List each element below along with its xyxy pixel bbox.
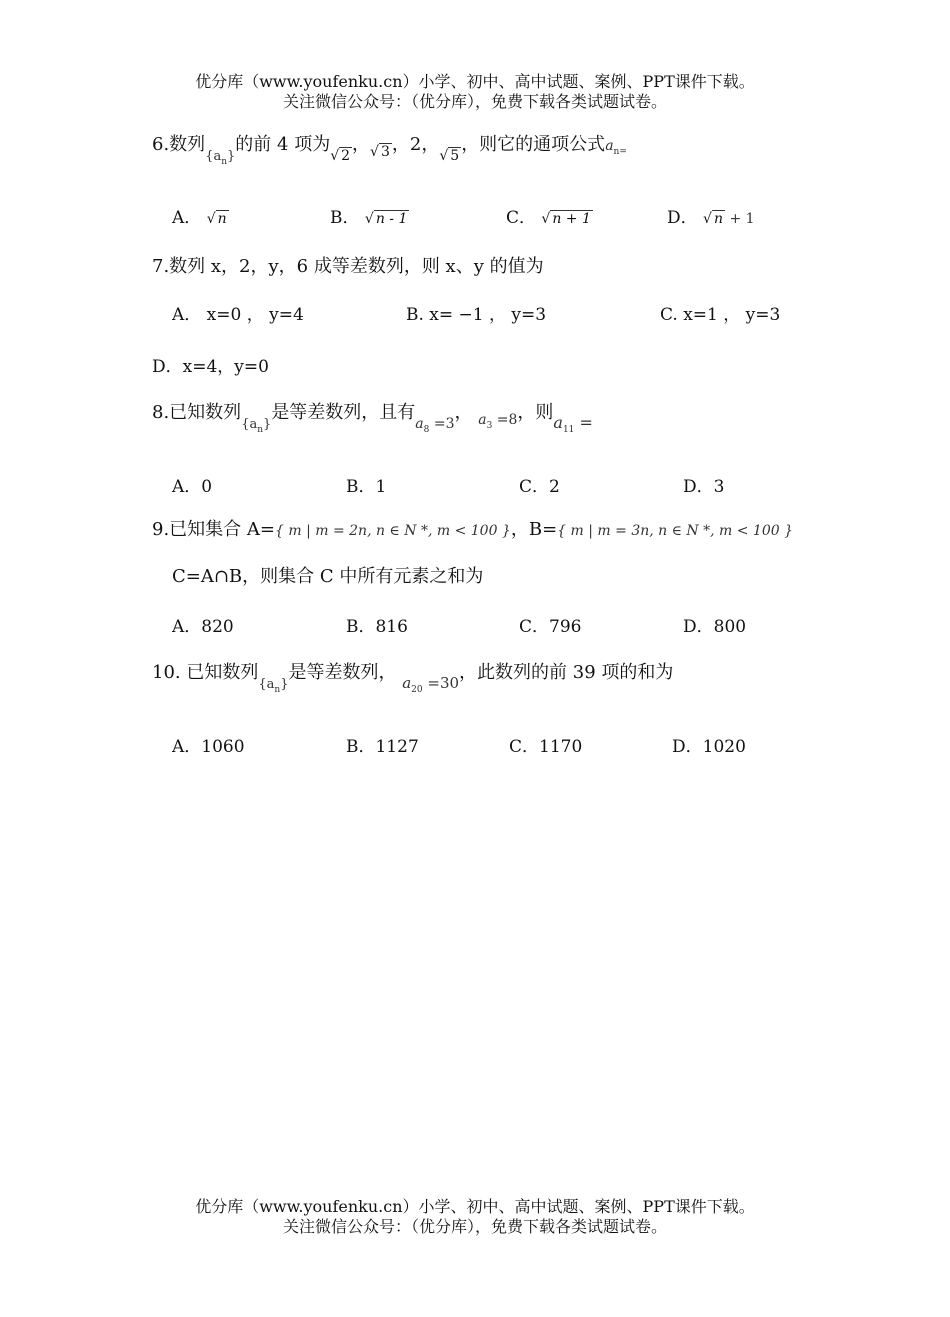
question-9-line-2: C=A∩B，则集合 C 中所有元素之和为 bbox=[172, 566, 484, 587]
q8-option-d: D．3 bbox=[683, 477, 725, 497]
q8-option-b: B．1 bbox=[346, 477, 387, 497]
set-a: { m | m = 2n, n ∈ N *, m < 100 } bbox=[274, 523, 511, 539]
sqrt-n-plus-one-outside: √ n + 1 bbox=[703, 211, 755, 227]
sqrt-n-plus-1: √ n + 1 bbox=[541, 211, 591, 227]
sqrt-n-minus-1: √ n - 1 bbox=[364, 211, 408, 227]
header-line-1: 优分库（www.youfenku.cn）小学、初中、高中试题、案例、PPT课件下载。 bbox=[195, 72, 755, 91]
q7-option-c: C. x=1 ， y=3 bbox=[660, 305, 781, 325]
question-7-stem: 7.数列 x，2，y，6 成等差数列，则 x、y 的值为 bbox=[152, 256, 544, 277]
a3-equation: a3 =8 bbox=[478, 412, 518, 431]
q6-option-b: B． √ n - 1 bbox=[330, 208, 408, 228]
q8-option-c: C．2 bbox=[519, 477, 560, 497]
sequence-an: {an} bbox=[205, 149, 236, 167]
q6-option-a: A． √ n bbox=[172, 208, 227, 228]
set-b: { m | m = 3n, n ∈ N *, m < 100 } bbox=[557, 523, 794, 539]
question-9-stem: 9.已知集合 A={ m | m = 2n, n ∈ N *, m < 100 }，B={ m | m = 3n, n ∈ N *, m < 100 } bbox=[152, 519, 794, 540]
q9-option-d: D．800 bbox=[683, 617, 747, 637]
q9-option-c: C．796 bbox=[519, 617, 582, 637]
q8-option-a: A．0 bbox=[172, 477, 213, 497]
footer-line-1: 优分库（www.youfenku.cn）小学、初中、高中试题、案例、PPT课件下载。 bbox=[195, 1197, 755, 1216]
q7-option-b: B. x= −1 ， y=3 bbox=[406, 305, 547, 325]
a20-equation: a20 =30 bbox=[402, 674, 460, 695]
general-term: $a_{n=}$ bbox=[605, 138, 627, 157]
q9-option-a: A．820 bbox=[172, 617, 234, 637]
footer-line-2: 关注微信公众号：（优分库），免费下载各类试题试卷。 bbox=[282, 1217, 667, 1236]
q10-option-c: C．1170 bbox=[509, 737, 583, 757]
sqrt-2: √ 2 bbox=[330, 148, 351, 164]
q7-option-a: A． x=0 ， y=4 bbox=[172, 305, 304, 325]
question-6-stem: 6.数列$_{\{a_n\}}$的前 4 项为√ 2，√ 3 ，2，√ 5，则它的通项公式$a_{n=}$ bbox=[152, 134, 627, 167]
q10-option-d: D．1020 bbox=[672, 737, 746, 757]
q7-option-d: D．x=4，y=0 bbox=[152, 357, 269, 377]
a8-equation: a8 =3 bbox=[415, 416, 455, 435]
q9-option-b: B．816 bbox=[346, 617, 408, 637]
q6-option-c: C． √ n + 1 bbox=[506, 208, 591, 228]
sequence-an: {an} bbox=[241, 417, 272, 435]
q10-option-a: A．1060 bbox=[172, 737, 245, 757]
q6-option-d: D． √ n + 1 bbox=[667, 208, 755, 228]
question-10-stem: 10. 已知数列$_{\{a_n\}}$是等差数列， $_{a_{20} =30}$，此数列的前 39 项的和为 bbox=[152, 662, 674, 695]
sqrt-5: √ 5 bbox=[439, 148, 460, 164]
sequence-an: {an} bbox=[258, 677, 289, 695]
q10-option-b: B．1127 bbox=[346, 737, 419, 757]
question-8-stem: 8.已知数列$_{\{a_n\}}$是等差数列，且有$_{a_8 =3}$， $_{a_3 =8}$，则$a_{11}$ = bbox=[152, 402, 593, 435]
header-line-2: 关注微信公众号：（优分库），免费下载各类试题试卷。 bbox=[282, 92, 667, 111]
sqrt-n: √ n bbox=[206, 211, 227, 227]
sqrt-3: √ 3 bbox=[370, 144, 390, 160]
a11-term: $a_{11}$ = bbox=[553, 413, 593, 435]
